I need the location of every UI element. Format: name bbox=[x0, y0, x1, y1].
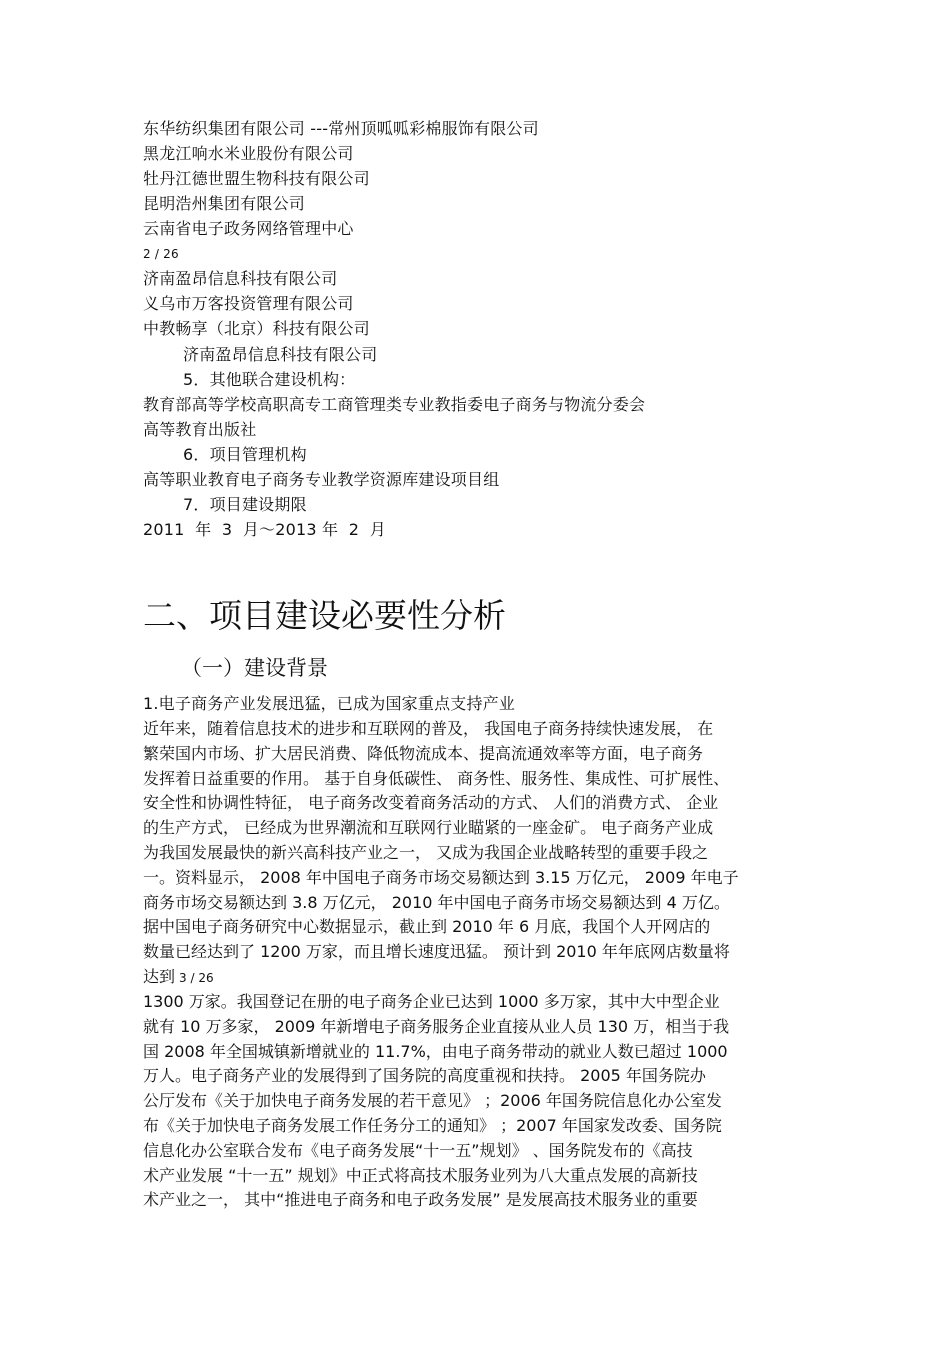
company-line: 昆明浩州集团有限公司 bbox=[143, 194, 306, 213]
paragraph-last-text: 达到 bbox=[143, 966, 176, 986]
paragraph-line: 公厅发布《关于加快电子商务发展的若干意见》 ；2006 年国务院信息化办公室发 bbox=[143, 1091, 722, 1111]
paragraph-line: 术产业之一， 其中“推进电子商务和电子政务发展” 是发展高技术服务业的重要 bbox=[143, 1190, 698, 1210]
page-number: 3 / 26 bbox=[179, 970, 214, 985]
paragraph-line: 的生产方式， 已经成为世界潮流和互联网行业瞄紧的一座金矿。 电子商务产业成 bbox=[143, 818, 714, 838]
company-line-indented: 济南盈昂信息科技有限公司 bbox=[183, 345, 378, 364]
paragraph-line: 1300 万家。我国登记在册的电子商务企业已达到 1000 多万家，其中大中型企业 bbox=[143, 992, 720, 1011]
section-7-body: 2011 年 3 月～2013 年 2 月 bbox=[143, 520, 386, 539]
section-7-title: 7．项目建设期限 bbox=[183, 495, 307, 514]
paragraph-line: 发挥着日益重要的作用。 基于自身低碳性、 商务性、服务性、集成性、可扩展性、 bbox=[143, 768, 730, 788]
sub-heading: （一）建设背景 bbox=[181, 656, 328, 680]
section-5-item: 高等教育出版社 bbox=[143, 420, 257, 439]
company-line: 济南盈昂信息科技有限公司 bbox=[143, 269, 338, 288]
section-5-title: 5．其他联合建设机构： bbox=[183, 370, 356, 389]
paragraph-line: 信息化办公室联合发布《电子商务发展“十一五”规划》 、国务院发布的《高技 bbox=[143, 1140, 693, 1160]
company-line: 义乌市万客投资管理有限公司 bbox=[143, 294, 354, 313]
paragraph-2 bbox=[143, 990, 807, 1213]
paragraph-line: 安全性和协调性特征， 电子商务改变着商务活动的方式、 人们的消费方式、 企业 bbox=[143, 793, 719, 813]
section-5-item: 教育部高等学校高职高专工商管理类专业教指委电子商务与物流分委会 bbox=[143, 395, 646, 414]
section-6-body: 高等职业教育电子商务专业教学资源库建设项目组 bbox=[143, 470, 500, 489]
paragraph-line: 繁荣国内市场、扩大居民消费、降低物流成本、提高流通效率等方面，电子商务 bbox=[143, 743, 704, 763]
paragraph-line: 据中国电子商务研究中心数据显示，截止到 2010 年 6 月底，我国个人开网店的 bbox=[143, 917, 711, 937]
main-heading: 二、项目建设必要性分析 bbox=[143, 596, 506, 635]
paragraph-line: 万人。电子商务产业的发展得到了国务院的高度重视和扶持。 2005 年国务院办 bbox=[143, 1066, 706, 1086]
point-title: 1.电子商务产业发展迅猛，已成为国家重点支持产业 bbox=[143, 694, 516, 713]
company-line: 黑龙江响水米业股份有限公司 bbox=[143, 144, 354, 163]
paragraph-line: 近年来，随着信息技术的进步和互联网的普及， 我国电子商务持续快速发展， 在 bbox=[143, 719, 714, 738]
paragraph-line: 国 2008 年全国城镇新增就业的 11.7%，由电子商务带动的就业人数已超过 1000 bbox=[143, 1041, 728, 1061]
paragraph-line-last bbox=[143, 965, 807, 991]
paragraph-1 bbox=[143, 717, 807, 991]
paragraph-line: 一。资料显示， 2008 年中国电子商务市场交易额达到 3.15 万亿元， 2009 年电子 bbox=[143, 867, 739, 887]
paragraph-line: 布《关于加快电子商务发展工作任务分工的通知》 ；2007 年国家发改委、国务院 bbox=[143, 1115, 722, 1135]
company-line: 云南省电子政务网络管理中心 bbox=[143, 219, 354, 238]
paragraph-line: 术产业发展 “十一五” 规划》中正式将高技术服务业列为八大重点发展的高新技 bbox=[143, 1165, 698, 1185]
paragraph-line: 商务市场交易额达到 3.8 万亿元， 2010 年中国电子商务市场交易额达到 4 万亿。 bbox=[143, 892, 730, 912]
company-line: 中教畅享（北京）科技有限公司 bbox=[143, 319, 370, 338]
page-number: 2 / 26 bbox=[143, 247, 179, 261]
paragraph-line: 为我国发展最快的新兴高科技产业之一， 又成为我国企业战略转型的重要手段之 bbox=[143, 842, 709, 862]
company-line: 牡丹江德世盟生物科技有限公司 bbox=[143, 169, 370, 188]
paragraph-line: 数量已经达到了 1200 万家，而且增长速度迅猛。 预计到 2010 年年底网店数量将 bbox=[143, 942, 730, 962]
paragraph-line: 就有 10 万多家， 2009 年新增电子商务服务企业直接从业人员 130 万，相当于我 bbox=[143, 1016, 730, 1036]
section-6-title: 6．项目管理机构 bbox=[183, 445, 307, 464]
company-line: 东华纺织集团有限公司 ---常州顶呱呱彩棉服饰有限公司 bbox=[143, 119, 539, 138]
